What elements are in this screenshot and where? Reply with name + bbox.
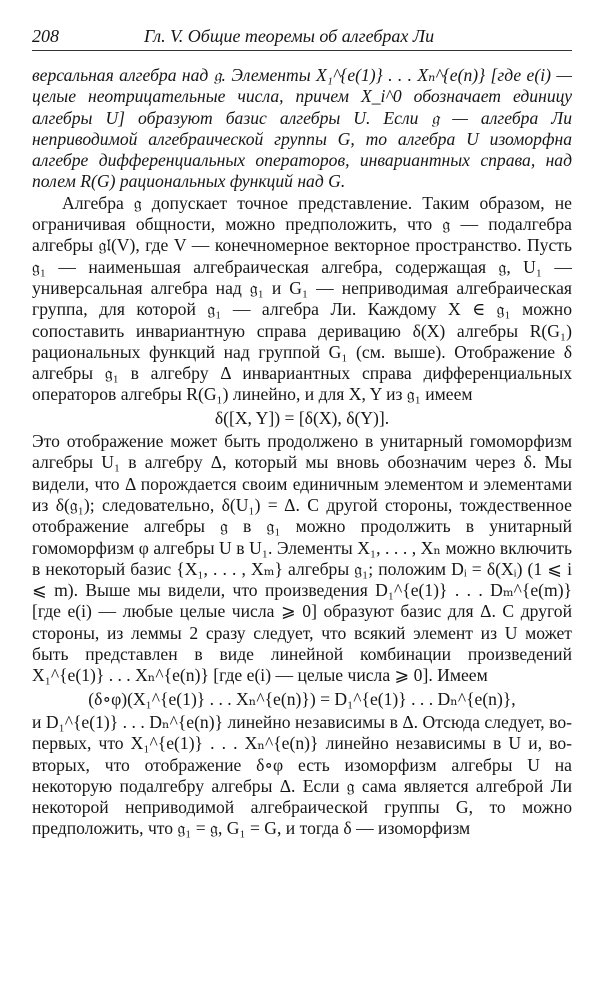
page-header (32, 26, 572, 51)
paragraph-3: и D₁^{e(1)} . . . Dₙ^{e(n)} линейно независимы в Δ. Отсюда следует, во-первых, что X₁^{e(1)} . . . Xₙ^{e(n)} линейно независимы в U и, во-вторых, что отображение δ∘φ есть изоморфизм алгебры U на некоторую подалгебру алгебры Δ. Если 𝔤 сама является алгеброй Ли некоторой неприводимой алгебраической группы G, то можно предположить, что 𝔤₁ = 𝔤, G₁ = G, и тогда δ — изоморфизм (32, 711, 572, 839)
paragraph-1: Алгебра 𝔤 допускает точное представление. Таким образом, не ограничивая общности, можно предположить, что 𝔤 — подалгебра алгебры 𝔤𝔩(V), где V — конечномерное векторное пространство. Пусть 𝔤₁ — наименьшая алгебраическая алгебра, содержащая 𝔤, U₁ — универсальная алгебра над 𝔤₁ и G₁ — неприводимая алгебраическая группа, для которой 𝔤₁ — алгебра Ли. Каждому X ∈ 𝔤₁ можно сопоставить инвариантную справа деривацию δ(X) алгебры R(G₁) рациональных функций над группой G₁ (см. выше). Отображение δ алгебры 𝔤₁ в алгебру Δ инвариантных справа дифференциальных операторов алгебры R(G₁) линейно, и для X, Y из 𝔤₁ имеем (32, 192, 572, 405)
page-number: 208 (32, 26, 59, 46)
formula-delta-bracket: δ([X, Y]) = [δ(X), δ(Y)]. (214, 407, 390, 428)
formula-delta-phi: (δ∘φ)(X₁^{e(1)} . . . Xₙ^{e(n)}) = D₁^{e(1)} . . . Dₙ^{e(n)}, (88, 688, 516, 709)
book-page (32, 26, 572, 840)
theorem-continuation: версальная алгебра над 𝔤. Элементы X₁^{e(1)} . . . Xₙ^{e(n)} [где e(i) — целые неотрицательные числа, причем X_i^0 обозначает единицу алгебры U] образуют базис алгебры U. Если 𝔤 — алгебра Ли неприводимой алгебраической группы G, то алгебра U изоморфна алгебре дифференциальных операторов, инвариантных справа, над полем R(G) рациональных функций над G. (32, 65, 572, 192)
running-title: Гл. V. Общие теоремы об алгебрах Ли (144, 26, 435, 46)
body-text (32, 65, 572, 840)
paragraph-2: Это отображение может быть продолжено в унитарный гомоморфизм алгебры U₁ в алгебру Δ, который мы вновь обозначим через δ. Мы видели, что Δ порождается своим единичным элементом и элементами из δ(𝔤₁); следовательно, δ(U₁) = Δ. С другой стороны, тождественное отображение алгебры 𝔤 в 𝔤₁ можно продолжить в унитарный гомоморфизм φ алгебры U в U₁. Элементы X₁, . . . , Xₙ можно включить в некоторый базис {X₁, . . . , Xₘ} алгебры 𝔤₁; положим Dᵢ = δ(Xᵢ) (1 ⩽ i ⩽ m). Выше мы видели, что произведения D₁^{e(1)} . . . Dₘ^{e(m)} [где e(i) — любые целые числа ⩾ 0] образуют базис для Δ. С другой стороны, из леммы 2 сразу следует, что всякий элемент из U может быть представлен в виде линейной комбинации произведений X₁^{e(1)} . . . Xₙ^{e(n)} [где e(i) — целые числа ⩾ 0]. Имеем (32, 431, 572, 686)
